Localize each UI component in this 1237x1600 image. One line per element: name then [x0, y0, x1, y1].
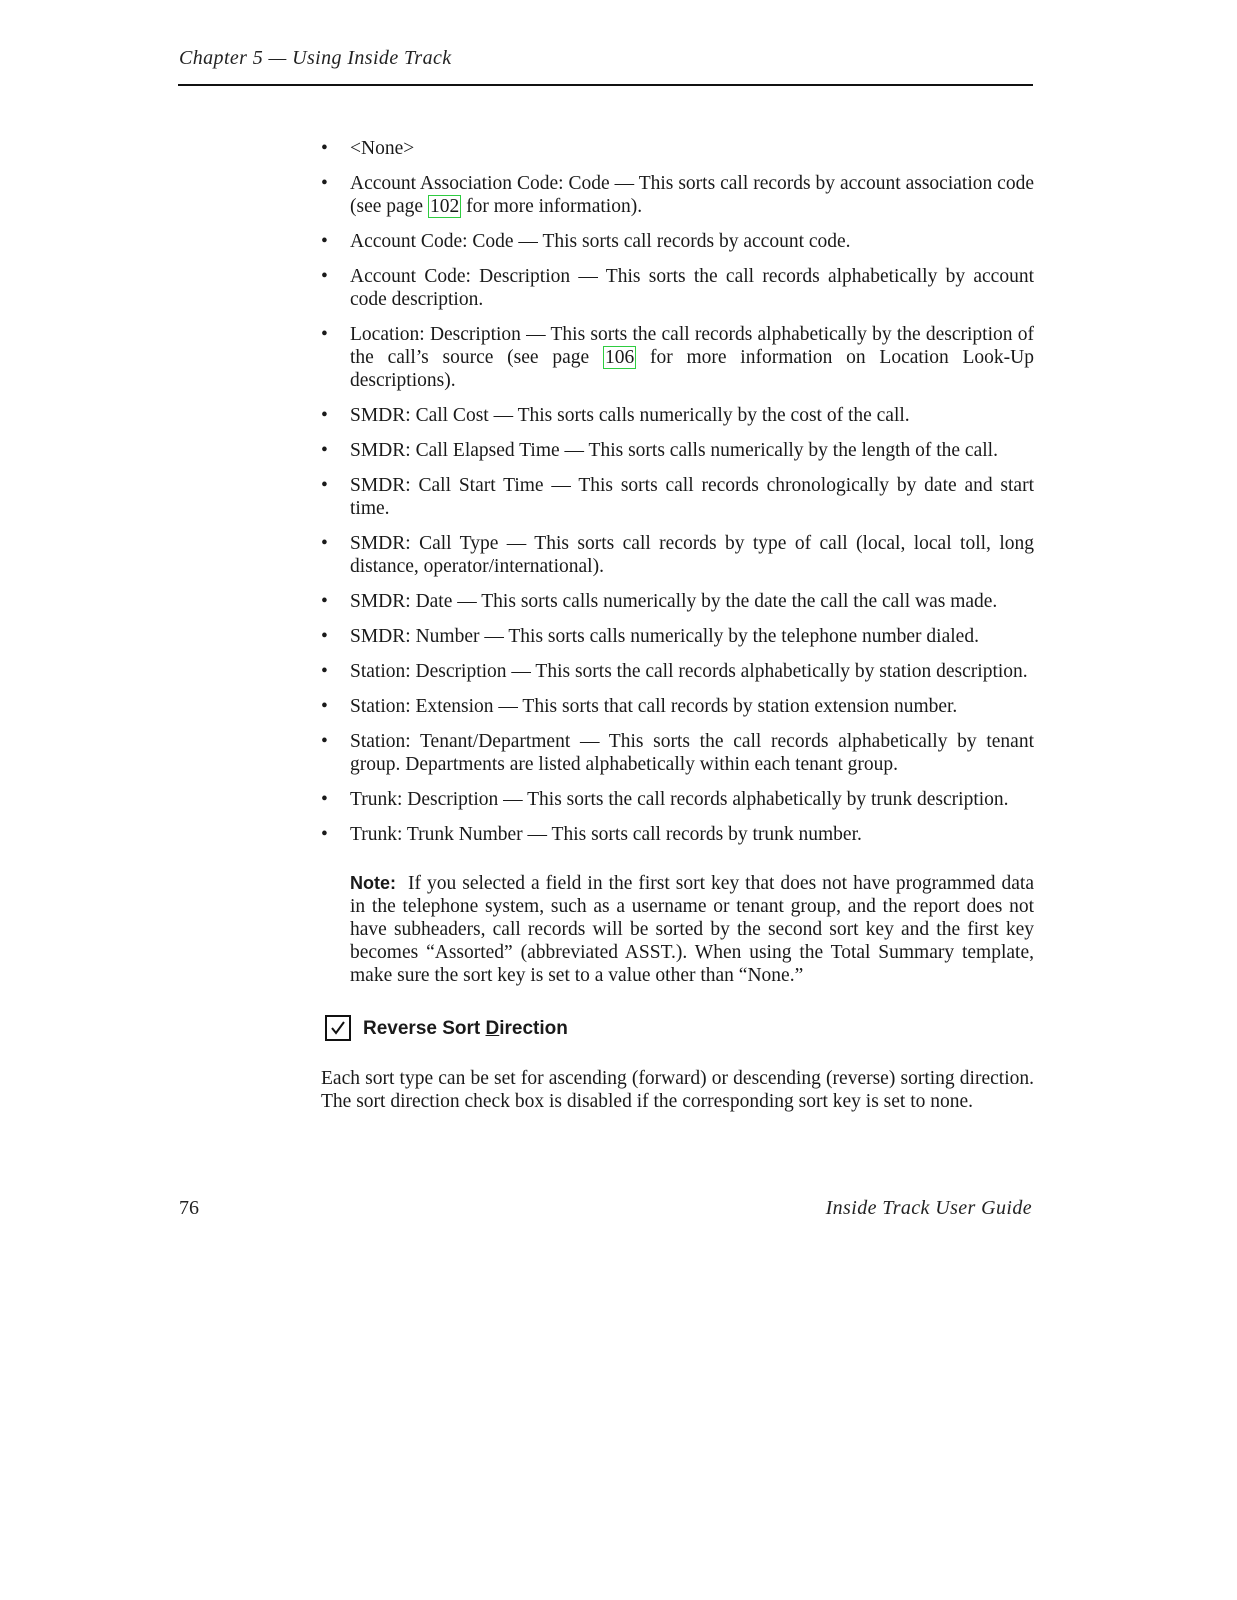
- bullet-icon: •: [321, 324, 328, 345]
- sort-key-list: [321, 137, 1034, 846]
- list-item-text: Station: Description — This sorts the call records alphabetically by station description.: [350, 661, 1028, 682]
- bullet-icon: •: [321, 789, 328, 810]
- bullet-icon: •: [321, 731, 328, 752]
- list-item-text: SMDR: Number — This sorts calls numerically by the telephone number dialed.: [350, 626, 979, 647]
- bullet-icon: •: [321, 533, 328, 554]
- list-item-text: SMDR: Call Elapsed Time — This sorts calls numerically by the length of the call.: [350, 440, 998, 461]
- running-header: Chapter 5 — Using Inside Track: [179, 47, 452, 69]
- list-item: [321, 823, 1034, 846]
- note-text: If you selected a field in the first sort key that does not have programmed data in the telephone system, such as a username or tenant group, and the report does not have subheaders, call records will be sorted by the second sort key and the first key becomes “Assorted” (abbreviated ASST.). When using the Total Summary template, make sure the sort key is set to a value other than “None.”: [350, 873, 1034, 986]
- bullet-icon: •: [321, 173, 328, 194]
- reverse-sort-checkbox[interactable]: [325, 1015, 351, 1041]
- reverse-sort-direction-option: [325, 1015, 1034, 1041]
- list-item-text: Account Code: Code — This sorts call records by account code.: [350, 231, 851, 252]
- list-item-text: Account Code: Description — This sorts the call records alphabetically by account code description.: [350, 266, 1034, 310]
- bullet-icon: •: [321, 138, 328, 159]
- list-item: [321, 590, 1034, 613]
- list-item: [321, 730, 1034, 776]
- list-item-text: Location: Description — This sorts the call records alphabetically by the description of the call’s source (see page: [350, 324, 1034, 368]
- list-item-text: Station: Tenant/Department — This sorts the call records alphabetically by tenant group. Departments are listed alphabetically within each tenant group.: [350, 731, 1034, 775]
- note-label: Note:: [350, 873, 396, 893]
- bullet-icon: •: [321, 475, 328, 496]
- bullet-icon: •: [321, 266, 328, 287]
- list-item-text: Station: Extension — This sorts that call records by station extension number.: [350, 696, 958, 717]
- checkmark-icon: [329, 1019, 347, 1037]
- list-item: [321, 137, 1034, 160]
- list-item-text-continued: for more information).: [461, 196, 643, 217]
- page-reference-link[interactable]: 106: [604, 347, 635, 368]
- bullet-icon: •: [321, 661, 328, 682]
- list-item-text: SMDR: Call Type — This sorts call records by type of call (local, local toll, long distance, operator/international).: [350, 533, 1034, 577]
- bullet-icon: •: [321, 405, 328, 426]
- list-item: [321, 788, 1034, 811]
- list-item: [321, 439, 1034, 462]
- list-item: [321, 474, 1034, 520]
- reverse-sort-label-start: Reverse Sort: [363, 1017, 486, 1039]
- bullet-icon: •: [321, 231, 328, 252]
- list-item: [321, 660, 1034, 683]
- bullet-icon: •: [321, 626, 328, 647]
- list-item: [321, 230, 1034, 253]
- list-item: [321, 265, 1034, 311]
- list-item: [321, 172, 1034, 218]
- list-item: [321, 404, 1034, 427]
- bullet-icon: •: [321, 824, 328, 845]
- list-item-text-continued: for more information on Location Look-Up descriptions).: [350, 347, 1034, 391]
- reverse-sort-mnemonic: D: [485, 1017, 500, 1039]
- reverse-sort-label: [363, 1017, 568, 1040]
- bullet-icon: •: [321, 440, 328, 461]
- list-item-text: SMDR: Call Cost — This sorts calls numerically by the cost of the call.: [350, 405, 910, 426]
- bullet-icon: •: [321, 591, 328, 612]
- note-paragraph: [350, 872, 1034, 987]
- sort-direction-description: Each sort type can be set for ascending (forward) or descending (reverse) sorting direction. The sort direction check box is disabled if the corresponding sort key is set to none.: [321, 1068, 1034, 1112]
- list-item: [321, 625, 1034, 648]
- list-item-text: Trunk: Description — This sorts the call records alphabetically by trunk description.: [350, 789, 1009, 810]
- bullet-icon: •: [321, 696, 328, 717]
- list-item: [321, 695, 1034, 718]
- running-footer: Inside Track User Guide: [825, 1197, 1032, 1219]
- reverse-sort-label-end: irection: [499, 1017, 568, 1039]
- list-item-text: SMDR: Call Start Time — This sorts call records chronologically by date and start time.: [350, 475, 1034, 519]
- page-reference-link[interactable]: 102: [429, 196, 460, 217]
- header-rule: [178, 84, 1033, 86]
- list-item: [321, 532, 1034, 578]
- list-item: [321, 323, 1034, 392]
- page-content: [321, 137, 1034, 1113]
- page-number: 76: [179, 1197, 199, 1219]
- list-item-text: <None>: [350, 138, 415, 159]
- list-item-text: SMDR: Date — This sorts calls numerically by the date the call the call was made.: [350, 591, 998, 612]
- list-item-text: Account Association Code: Code — This sorts call records by account association code (see page: [350, 173, 1034, 217]
- list-item-text: Trunk: Trunk Number — This sorts call records by trunk number.: [350, 824, 862, 845]
